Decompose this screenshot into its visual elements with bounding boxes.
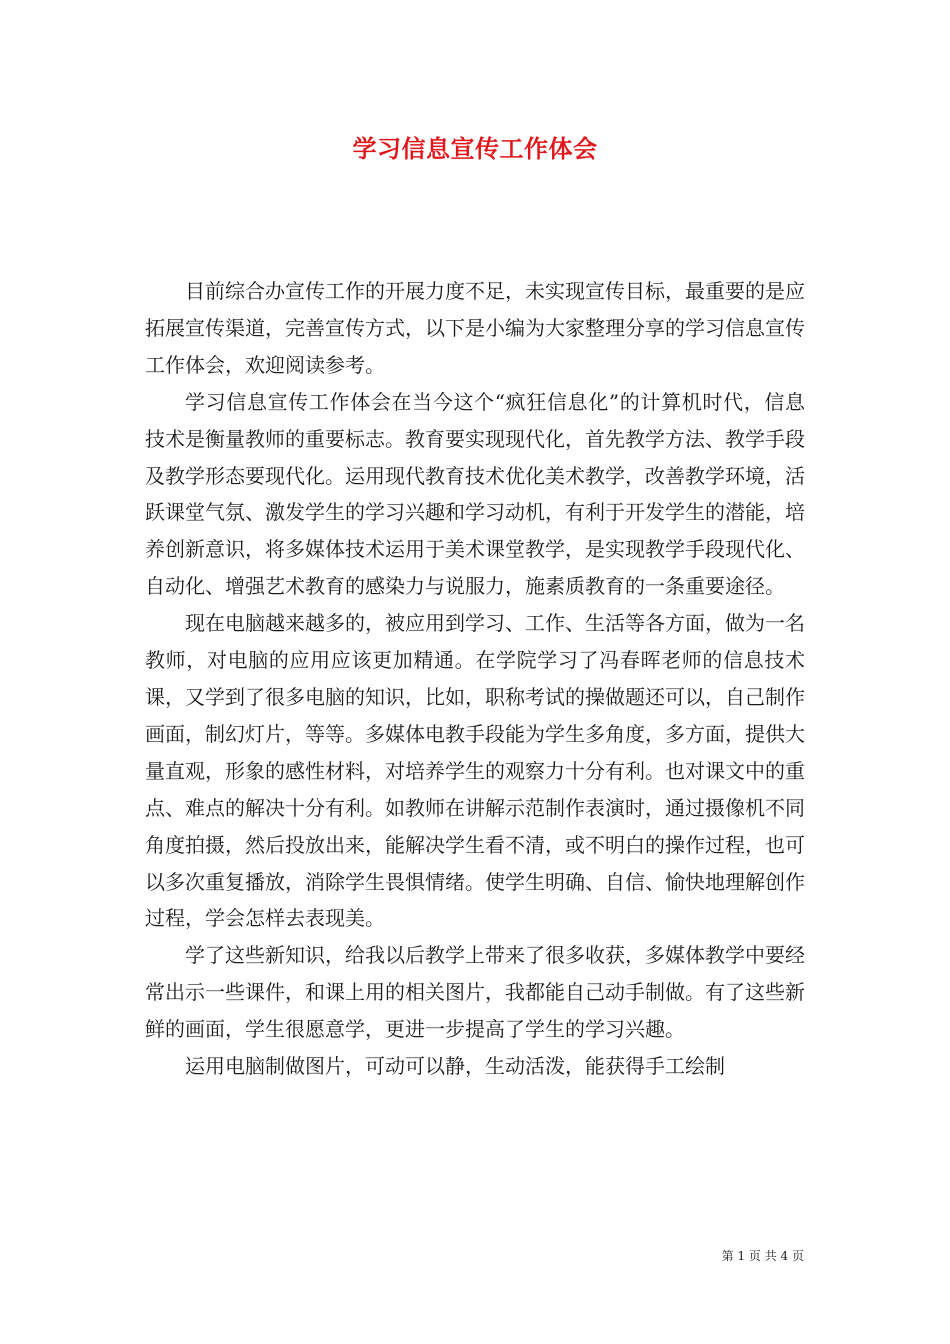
paragraph-information-age: 学习信息宣传工作体会在当今这个“疯狂信息化”的计算机时代，信息技术是衡量教师的重要标志。教育要实现现代化，首先教学方法、教学手段及教学形态要现代化。运用现代教育技术优化美术教学，改善教学环境，活跃课堂气氛、激发学生的学习兴趣和学习动机，有利于开发学生的潜能，培养创新意识，将多媒体技术运用于美术课堂教学，是实现教学手段现代化、自动化、增强艺术教育的感染力与说服力，施素质教育的一条重要途径。 bbox=[145, 389, 805, 599]
document-title: 学习信息宣传工作体会 bbox=[352, 135, 598, 163]
paragraph-new-knowledge: 学了这些新知识，给我以后教学上带来了很多收获，多媒体教学中要经常出示一些课件，和课上用的相关图片，我都能自己动手制做。有了这些新鲜的画面，学生很愿意学，更进一步提高了学生的学习兴趣。 bbox=[145, 943, 805, 1042]
paragraph-computer-use: 现在电脑越来越多的，被应用到学习、工作、生活等各方面，做为一名教师，对电脑的应用应该更加精通。在学院学习了冯春晖老师的信息技术课，又学到了很多电脑的知识，比如，职称考试的操做题还可以，自己制作画面，制幻灯片，等等。多媒体电教手段能为学生多角度，多方面，提供大量直观，形象的感性材料，对培养学生的观察力十分有利。也对课文中的重点、难点的解决十分有利。如教师在讲解示范制作表演时，通过摄像机不同角度拍摄，然后投放出来，能解决学生看不清，或不明白的操作过程，也可以多次重复播放，消除学生畏惧情绪。使学生明确、自信、愉快地理解创作过程，学会怎样去表现美。 bbox=[145, 611, 805, 931]
page-number-footer: 第 1 页 共 4 页 bbox=[721, 1249, 804, 1263]
paragraph-computer-images: 运用电脑制做图片，可动可以静，生动活泼，能获得手工绘制 bbox=[185, 1054, 725, 1079]
paragraph-intro: 目前综合办宣传工作的开展力度不足，未实现宣传目标，最重要的是应拓展宣传渠道，完善宣传方式，以下是小编为大家整理分享的学习信息宣传工作体会，欢迎阅读参考。 bbox=[145, 279, 805, 377]
document-body bbox=[145, 273, 805, 1085]
